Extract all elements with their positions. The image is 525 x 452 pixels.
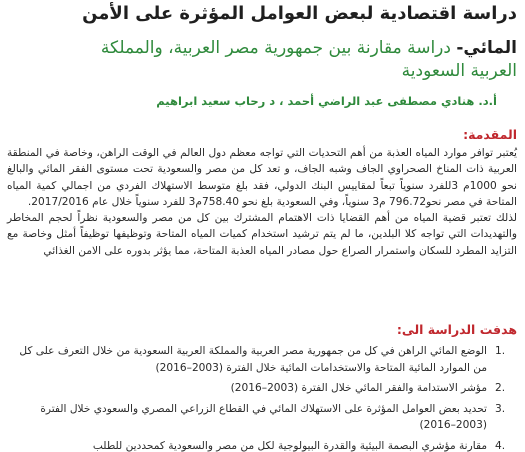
paper-title-line-2 — [2, 37, 517, 59]
intro-paragraph: يُعتبر توافر موارد المياه العذبة من أهم التحديات التي تواجه معظم دول العالم في الوقت الراهن، وخاصة في المنطقة العربية ذات المناخ الصحراوي الجاف وشبه الجاف، و تعد كل من مصر والسعودية تحت مستوى الفقر المائي والبالغ نحو 1000م 3للفرد سنوياً تبعاً لمقاييس البنك الدولي، فقد بلغ متوسط الاستهلاك الفردي من اجمالي كمية المياه المتاحة في مصر نحو796.72 م3 سنوياً، وفي السعودية بلغ نحو 758.40م3 للفرد سنوياً خلال عام 2017/2016. — [7, 147, 517, 208]
paper-subtitle-part: دراسة مقارنة بين جمهورية مصر العربية، والمملكة — [100, 38, 457, 58]
intro-paragraph: لذلك تعتبر قضية المياه من أهم القضايا ذات الاهتمام المشترك بين كل من مصر والسعودية نظراً لحجم المخاطر والتهديدات التي تواجه كلا البلدين، ما لم يتم ترشيد استخدام كميات المياه المتاحة وتوظيفها توظيفاً أمثل وخاصة مع التزايد المطرد للسكان واستمرار الصراع حول مصادر المياه العذبة المتاحة، مما يؤثر بدوره على الامن الغذائي — [7, 212, 517, 257]
intro-heading-colon: : — [463, 127, 469, 142]
goal-text: مقارنة مؤشري البصمة البيئية والقدرة البيولوجية لكل من مصر والسعودية كمحددين للطلب — [92, 439, 487, 452]
goal-item — [7, 343, 517, 376]
paper-subtitle-line-3: العربية السعودية — [401, 61, 517, 81]
goal-number: 4. — [495, 439, 506, 452]
goals-heading-colon: : — [396, 322, 402, 337]
goal-number: 1. — [495, 345, 506, 357]
intro-heading — [463, 126, 517, 144]
goals-list — [7, 343, 517, 452]
authors-line: أ.د. هنادي مصطفى عبد الراضي أحمد ، د رحاب سعيد ابراهيم — [156, 94, 497, 108]
goal-item — [7, 401, 517, 434]
goal-text: الوضع المائي الراهن في كل من جمهورية مصر العربية والمملكة العربية السعودية من خلال التعرف على كل من الموارد المائية المتاحة والاستخدامات المائية خلال الفترة (2003–2016) — [19, 345, 487, 374]
paper-title: دراسة اقتصادية لبعض العوامل المؤثرة على الأمن — [82, 3, 517, 24]
intro-body — [7, 145, 517, 259]
goal-number: 3. — [495, 402, 506, 415]
goal-number: 2. — [495, 382, 506, 394]
intro-heading-text: المقدمة — [468, 127, 517, 142]
goals-heading — [397, 321, 517, 339]
goal-item — [7, 380, 517, 397]
paper-title-bold-part: المائي- — [456, 38, 517, 58]
goals-heading-text: هدفت الدراسة الى — [401, 322, 517, 337]
goal-text: تحديد بعض العوامل المؤثرة على الاستهلاك المائي في القطاع الزراعي المصري والسعودي خلال الفترة (2003–2016) — [40, 402, 487, 431]
goal-item — [7, 438, 517, 452]
goal-text: مؤشر الاستدامة والفقر المائي خلال الفترة (2003–2016) — [230, 382, 487, 394]
